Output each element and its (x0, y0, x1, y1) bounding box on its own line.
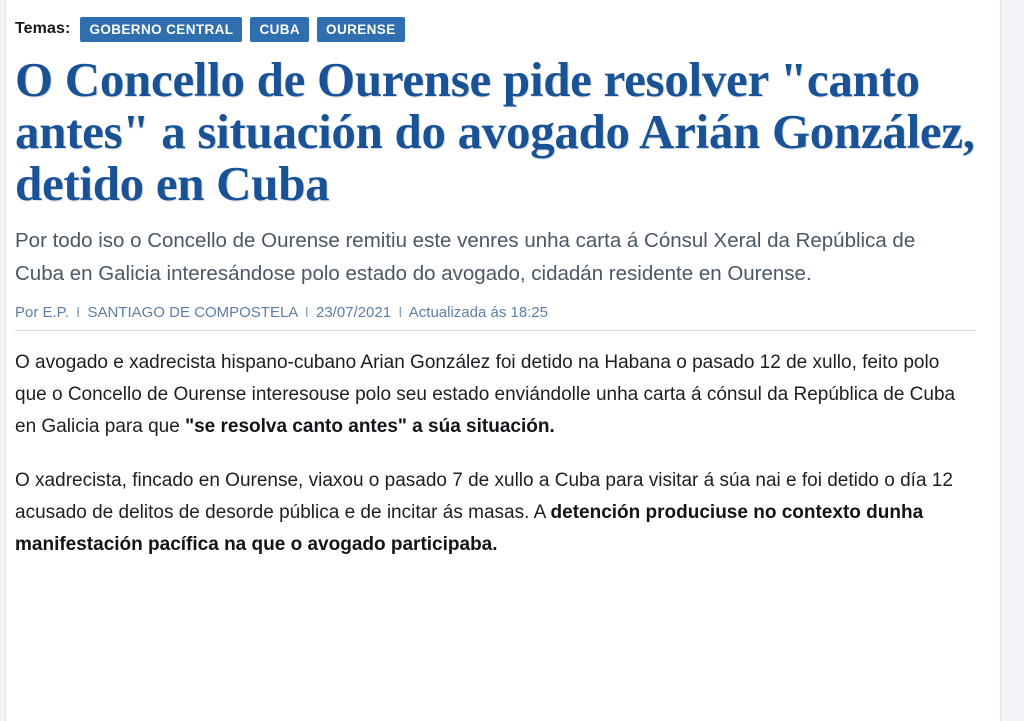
topic-tag-ourense[interactable]: OURENSE (317, 17, 405, 42)
article-paragraph: O avogado e xadrecista hispano-cubano Arian González foi detido na Habana o pasado 12 de xullo, feito polo que o Concello de Ourense interesouse polo seu estado enviándolle unha carta á cónsul da República de Cuba en Galicia para que "se resolva canto antes" a súa situación. (15, 352, 956, 438)
topic-tag-cuba[interactable]: CUBA (250, 17, 309, 42)
byline-separator-1: I (76, 304, 81, 322)
byline-place: SANTIAGO DE COMPOSTELA (87, 304, 298, 322)
topic-tag-goberno-central[interactable]: GOBERNO CENTRAL (80, 17, 242, 42)
article-content (7, 0, 1000, 721)
page-rail-right (1000, 0, 1024, 721)
page-title: O Concello de Ourense pide resolver "canto antes" a situación do avogado Arián González, detido en Cuba (15, 52, 975, 211)
article-body (15, 347, 978, 560)
byline (15, 304, 975, 331)
byline-author: Por E.P. (15, 304, 69, 322)
topics-label: Temas: (15, 20, 71, 37)
topics-bar (15, 14, 978, 44)
article-standfirst: Por todo iso o Concello de Ourense remitiu este venres unha carta á Cónsul Xeral da República de Cuba en Galicia interesándose polo estado do avogado, cidadán residente en Ourense. (15, 228, 916, 286)
byline-updated: Actualizada ás 18:25 (408, 304, 549, 322)
page-rail-left (0, 0, 6, 721)
byline-date: 23/07/2021 (316, 304, 392, 322)
byline-separator-2: I (304, 304, 309, 322)
article-paragraph: O xadrecista, fincado en Ourense, viaxou o pasado 7 de xullo a Cuba para visitar á súa nai e foi detido o día 12 acusado de delitos de desorde pública e de incitar ás masas. A detención produciuse no contexto dunha manifestación pacífica na que o avogado participaba. (15, 469, 953, 555)
byline-separator-3: I (398, 304, 403, 322)
